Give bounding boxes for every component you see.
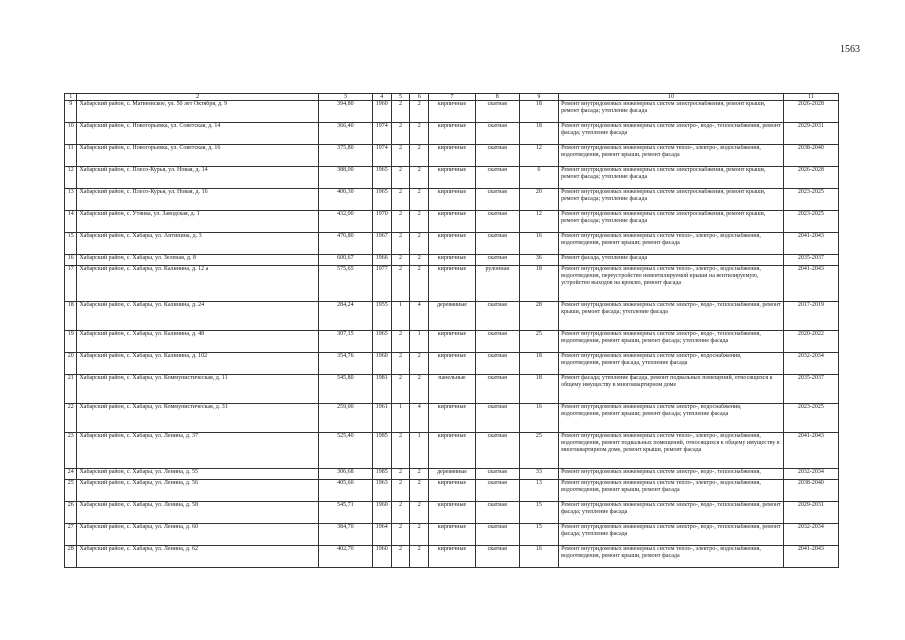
entrances-cell: 2 xyxy=(410,167,429,189)
roof-type-cell: скатная xyxy=(475,331,519,353)
row-number: 10 xyxy=(65,123,77,145)
year-cell: 1965 xyxy=(372,189,391,211)
period-cell: 2023-2025 xyxy=(783,211,838,233)
apartments-cell: 18 xyxy=(519,123,559,145)
apartments-cell: 25 xyxy=(519,331,559,353)
wall-material-cell: кирпичные xyxy=(429,233,476,255)
entrances-cell: 1 xyxy=(410,331,429,353)
row-number: 23 xyxy=(65,433,77,469)
period-cell: 2029-2031 xyxy=(783,502,838,524)
wall-material-cell: кирпичные xyxy=(429,524,476,546)
table-row xyxy=(65,167,839,189)
year-cell: 1960 xyxy=(372,546,391,568)
table-row xyxy=(65,123,839,145)
table-row xyxy=(65,331,839,353)
period-cell: 2026-2028 xyxy=(783,167,838,189)
wall-material-cell: кирпичные xyxy=(429,546,476,568)
address-cell: Хабарский район, с. Хабары, ул. Ленина, д. 60 xyxy=(77,524,318,546)
repair-works-cell: Ремонт внутридомовых инженерных систем электро-, водо-, теплоснабжения, водоотведения, ремонт крыши, ремонт фасада; утепление фасада xyxy=(559,331,784,353)
row-number: 14 xyxy=(65,211,77,233)
area-cell: 259,00 xyxy=(318,404,372,433)
table-row xyxy=(65,353,839,375)
period-cell: 2032-2034 xyxy=(783,353,838,375)
area-cell: 575,65 xyxy=(318,266,372,302)
address-cell: Хабарский район, с. Матвеевское, ул. 50 лет Октября, д. 9 xyxy=(77,101,318,123)
row-number: 22 xyxy=(65,404,77,433)
entrances-cell: 2 xyxy=(410,145,429,167)
year-cell: 1955 xyxy=(372,302,391,331)
area-cell: 525,40 xyxy=(318,433,372,469)
entrances-cell: 2 xyxy=(410,255,429,266)
row-number: 13 xyxy=(65,189,77,211)
roof-type-cell: скатная xyxy=(475,167,519,189)
floors-cell: 1 xyxy=(391,302,410,331)
floors-cell: 2 xyxy=(391,353,410,375)
col-header: 7 xyxy=(429,94,476,101)
wall-material-cell: кирпичные xyxy=(429,404,476,433)
entrances-cell: 2 xyxy=(410,353,429,375)
entrances-cell: 2 xyxy=(410,266,429,302)
period-cell: 2041-2043 xyxy=(783,266,838,302)
apartments-cell: 12 xyxy=(519,211,559,233)
period-cell: 2029-2031 xyxy=(783,123,838,145)
entrances-cell: 2 xyxy=(410,524,429,546)
year-cell: 1974 xyxy=(372,123,391,145)
table-row xyxy=(65,101,839,123)
year-cell: 1960 xyxy=(372,101,391,123)
apartments-cell: 25 xyxy=(519,433,559,469)
repair-works-cell: Ремонт внутридомовых инженерных систем электроснабжения, ремонт крыши, ремонт фасада; утепление фасада xyxy=(559,189,784,211)
period-cell: 2041-2043 xyxy=(783,546,838,568)
column-number-row xyxy=(65,94,839,101)
wall-material-cell: деревянные xyxy=(429,469,476,480)
col-header: 11 xyxy=(783,94,838,101)
area-cell: 375,80 xyxy=(318,145,372,167)
roof-type-cell: скатная xyxy=(475,524,519,546)
col-header: 1 xyxy=(65,94,77,101)
area-cell: 600,67 xyxy=(318,255,372,266)
floors-cell: 2 xyxy=(391,145,410,167)
entrances-cell: 2 xyxy=(410,233,429,255)
roof-type-cell: скатная xyxy=(475,353,519,375)
roof-type-cell: скатная xyxy=(475,502,519,524)
roof-type-cell: скатная xyxy=(475,302,519,331)
period-cell: 2038-2040 xyxy=(783,145,838,167)
wall-material-cell: кирпичные xyxy=(429,101,476,123)
repair-works-cell: Ремонт фасада; утепление фасада, ремонт подвальных помещений, относящихся к общему имуществу в многоквартирном доме xyxy=(559,375,784,404)
area-cell: 402,70 xyxy=(318,546,372,568)
repair-works-cell: Ремонт внутридомовых инженерных систем тепло-, электро-, водоснабжения, водоотведения, ремонт крыши, ремонт фасада xyxy=(559,546,784,568)
col-header: 2 xyxy=(77,94,318,101)
wall-material-cell: кирпичные xyxy=(429,266,476,302)
entrances-cell: 2 xyxy=(410,211,429,233)
period-cell: 2038-2040 xyxy=(783,480,838,502)
area-cell: 284,24 xyxy=(318,302,372,331)
year-cell: 1960 xyxy=(372,353,391,375)
col-header: 5 xyxy=(391,94,410,101)
roof-type-cell: скатная xyxy=(475,189,519,211)
area-cell: 384,70 xyxy=(318,524,372,546)
col-header: 6 xyxy=(410,94,429,101)
roof-type-cell: скатная xyxy=(475,255,519,266)
address-cell: Хабарский район, с. Новогорьевка, ул. Советская, д. 16 xyxy=(77,145,318,167)
row-number: 21 xyxy=(65,375,77,404)
address-cell: Хабарский район, с. Хабары, ул. Антипина, д. 3 xyxy=(77,233,318,255)
roof-type-cell: скатная xyxy=(475,546,519,568)
repair-works-cell: Ремонт внутридомовых инженерных систем электро-, водо-, теплоснабжения, ремонт фасада; утепление фасада xyxy=(559,123,784,145)
row-number: 12 xyxy=(65,167,77,189)
row-number: 26 xyxy=(65,502,77,524)
wall-material-cell: панельные xyxy=(429,375,476,404)
table-row xyxy=(65,404,839,433)
table-row xyxy=(65,546,839,568)
apartments-cell: 15 xyxy=(519,502,559,524)
wall-material-cell: кирпичные xyxy=(429,480,476,502)
page-number: 1563 xyxy=(840,44,860,55)
address-cell: Хабарский район, с. Плесо-Курья, ул. Новая, д. 16 xyxy=(77,189,318,211)
address-cell: Хабарский район, с. Хабары, ул. Зеленая, д. 8 xyxy=(77,255,318,266)
col-header: 3 xyxy=(318,94,372,101)
apartments-cell: 28 xyxy=(519,302,559,331)
col-header: 10 xyxy=(559,94,784,101)
repair-works-cell: Ремонт внутридомовых инженерных систем электроснабжения, ремонт крыши, ремонт фасада; утепление фасада xyxy=(559,167,784,189)
repair-works-cell: Ремонт внутридомовых инженерных систем электроснабжения, ремонт крыши, ремонт фасада; утепление фасада xyxy=(559,211,784,233)
roof-type-cell: скатная xyxy=(475,123,519,145)
row-number: 17 xyxy=(65,266,77,302)
floors-cell: 2 xyxy=(391,375,410,404)
repair-works-cell: Ремонт внутридомовых инженерных систем электро-, водо-, теплоснабжения, ремонт крыши, ремонт фасада; утепление фасада xyxy=(559,302,784,331)
table-row xyxy=(65,480,839,502)
apartments-cell: 13 xyxy=(519,480,559,502)
area-cell: 470,80 xyxy=(318,233,372,255)
table-row xyxy=(65,233,839,255)
wall-material-cell: деревянные xyxy=(429,302,476,331)
year-cell: 1977 xyxy=(372,266,391,302)
roof-type-cell: скатная xyxy=(475,375,519,404)
table-row xyxy=(65,375,839,404)
entrances-cell: 2 xyxy=(410,546,429,568)
period-cell: 2023-2025 xyxy=(783,404,838,433)
area-cell: 405,60 xyxy=(318,480,372,502)
repair-works-cell: Ремонт внутридомовых инженерных систем тепло-, электро-, водоснабжения, водоотведения, ремонт крыши, ремонт фасада xyxy=(559,145,784,167)
year-cell: 1981 xyxy=(372,375,391,404)
roof-type-cell: скатная xyxy=(475,469,519,480)
period-cell: 2032-2034 xyxy=(783,469,838,480)
floors-cell: 1 xyxy=(391,404,410,433)
repair-works-cell: Ремонт внутридомовых инженерных систем электро-, водо-, теплоснабжения, ремонт фасада; утепление фасада xyxy=(559,524,784,546)
repair-works-cell: Ремонт внутридомовых инженерных систем электро-, водо-, теплоснабжения, xyxy=(559,469,784,480)
floors-cell: 2 xyxy=(391,469,410,480)
wall-material-cell: кирпичные xyxy=(429,353,476,375)
period-cell: 2017-2019 xyxy=(783,302,838,331)
entrances-cell: 2 xyxy=(410,375,429,404)
table-row xyxy=(65,524,839,546)
row-number: 11 xyxy=(65,145,77,167)
period-cell: 2023-2025 xyxy=(783,189,838,211)
apartments-cell: 6 xyxy=(519,167,559,189)
table-row xyxy=(65,211,839,233)
roof-type-cell: скатная xyxy=(475,233,519,255)
address-cell: Хабарский район, с. Хабары, ул. Ленина, д. 58 xyxy=(77,502,318,524)
entrances-cell: 4 xyxy=(410,404,429,433)
roof-type-cell: скатная xyxy=(475,433,519,469)
wall-material-cell: кирпичные xyxy=(429,211,476,233)
wall-material-cell: кирпичные xyxy=(429,433,476,469)
area-cell: 354,76 xyxy=(318,353,372,375)
table-row xyxy=(65,302,839,331)
entrances-cell: 2 xyxy=(410,480,429,502)
year-cell: 1963 xyxy=(372,480,391,502)
floors-cell: 2 xyxy=(391,331,410,353)
repair-works-cell: Ремонт внутридомовых инженерных систем тепло-, электро-, водоснабжения, водоотведения, ремонт крыши, ремонт фасада xyxy=(559,480,784,502)
entrances-cell: 2 xyxy=(410,101,429,123)
wall-material-cell: кирпичные xyxy=(429,123,476,145)
row-number: 9 xyxy=(65,101,77,123)
repair-works-cell: Ремонт внутридомовых инженерных систем тепло-, электро-, водоснабжения, водоотведения, переустройство невентилируемой крыши на вентилируемую, устройство выходов на кровлю, ремонт фасада xyxy=(559,266,784,302)
wall-material-cell: кирпичные xyxy=(429,502,476,524)
apartments-cell: 18 xyxy=(519,101,559,123)
table-row xyxy=(65,145,839,167)
period-cell: 2041-2043 xyxy=(783,233,838,255)
floors-cell: 2 xyxy=(391,266,410,302)
apartments-cell: 18 xyxy=(519,353,559,375)
apartments-cell: 16 xyxy=(519,233,559,255)
table-row xyxy=(65,266,839,302)
housing-repair-table xyxy=(64,93,839,568)
row-number: 25 xyxy=(65,480,77,502)
row-number: 19 xyxy=(65,331,77,353)
table-row xyxy=(65,433,839,469)
area-cell: 306,68 xyxy=(318,469,372,480)
floors-cell: 2 xyxy=(391,211,410,233)
period-cell: 2020-2022 xyxy=(783,331,838,353)
entrances-cell: 2 xyxy=(410,189,429,211)
area-cell: 366,40 xyxy=(318,123,372,145)
year-cell: 1985 xyxy=(372,433,391,469)
row-number: 20 xyxy=(65,353,77,375)
table-row xyxy=(65,502,839,524)
year-cell: 1974 xyxy=(372,145,391,167)
area-cell: 394,80 xyxy=(318,101,372,123)
roof-type-cell: скатная xyxy=(475,101,519,123)
row-number: 28 xyxy=(65,546,77,568)
wall-material-cell: кирпичные xyxy=(429,255,476,266)
row-number: 24 xyxy=(65,469,77,480)
period-cell: 2026-2028 xyxy=(783,101,838,123)
col-header: 4 xyxy=(372,94,391,101)
apartments-cell: 36 xyxy=(519,255,559,266)
table-row xyxy=(65,469,839,480)
address-cell: Хабарский район, с. Хабары, ул. Калинина, д. 24 xyxy=(77,302,318,331)
address-cell: Хабарский район, с. Плесо-Курья, ул. Новая, д. 14 xyxy=(77,167,318,189)
wall-material-cell: кирпичные xyxy=(429,331,476,353)
table-row xyxy=(65,189,839,211)
period-cell: 2035-2037 xyxy=(783,255,838,266)
period-cell: 2032-2034 xyxy=(783,524,838,546)
area-cell: 400,30 xyxy=(318,189,372,211)
apartments-cell: 20 xyxy=(519,189,559,211)
repair-works-cell: Ремонт внутридомовых инженерных систем электро-, водоснабжения, водоотведения, ремонт крыши; ремонт фасада; утепление фасада xyxy=(559,404,784,433)
apartments-cell: 16 xyxy=(519,404,559,433)
year-cell: 1985 xyxy=(372,469,391,480)
table-row xyxy=(65,255,839,266)
year-cell: 1961 xyxy=(372,404,391,433)
roof-type-cell: скатная xyxy=(475,404,519,433)
entrances-cell: 2 xyxy=(410,502,429,524)
apartments-cell: 18 xyxy=(519,266,559,302)
area-cell: 307,15 xyxy=(318,331,372,353)
year-cell: 1964 xyxy=(372,524,391,546)
row-number: 18 xyxy=(65,302,77,331)
wall-material-cell: кирпичные xyxy=(429,189,476,211)
area-cell: 545,71 xyxy=(318,502,372,524)
repair-works-cell: Ремонт внутридомовых инженерных систем тепло-, электро-, водоснабжения, водоотведения, ремонт подвальных помещений, относящихся к общему имуществу в многоквартирном доме, ремонт крыши, ремонт фасада xyxy=(559,433,784,469)
floors-cell: 2 xyxy=(391,524,410,546)
address-cell: Хабарский район, с. Хабары, ул. Ленина, д. 55 xyxy=(77,469,318,480)
roof-type-cell: скатная xyxy=(475,211,519,233)
apartments-cell: 33 xyxy=(519,469,559,480)
entrances-cell: 4 xyxy=(410,302,429,331)
repair-works-cell: Ремонт фасада, утепление фасада xyxy=(559,255,784,266)
floors-cell: 2 xyxy=(391,480,410,502)
year-cell: 1965 xyxy=(372,331,391,353)
floors-cell: 2 xyxy=(391,189,410,211)
floors-cell: 2 xyxy=(391,255,410,266)
row-number: 16 xyxy=(65,255,77,266)
address-cell: Хабарский район, с. Утянка, ул. Заводская, д. 1 xyxy=(77,211,318,233)
wall-material-cell: кирпичные xyxy=(429,167,476,189)
entrances-cell: 1 xyxy=(410,433,429,469)
address-cell: Хабарский район, с. Хабары, ул. Коммунистическая, д. 31 xyxy=(77,404,318,433)
period-cell: 2035-2037 xyxy=(783,375,838,404)
apartments-cell: 18 xyxy=(519,375,559,404)
address-cell: Хабарский район, с. Хабары, ул. Калинина, д. 102 xyxy=(77,353,318,375)
roof-type-cell: рулонная xyxy=(475,266,519,302)
address-cell: Хабарский район, с. Хабары, ул. Ленина, д. 62 xyxy=(77,546,318,568)
row-number: 15 xyxy=(65,233,77,255)
roof-type-cell: скатная xyxy=(475,480,519,502)
col-header: 8 xyxy=(475,94,519,101)
floors-cell: 2 xyxy=(391,502,410,524)
col-header: 9 xyxy=(519,94,559,101)
repair-works-cell: Ремонт внутридомовых инженерных систем тепло-, электро-, водоснабжения, водоотведения, ремонт крыши; ремонт фасада xyxy=(559,233,784,255)
area-cell: 545,80 xyxy=(318,375,372,404)
year-cell: 1970 xyxy=(372,211,391,233)
floors-cell: 2 xyxy=(391,123,410,145)
apartments-cell: 15 xyxy=(519,524,559,546)
roof-type-cell: скатная xyxy=(475,145,519,167)
area-cell: 388,00 xyxy=(318,167,372,189)
floors-cell: 2 xyxy=(391,433,410,469)
address-cell: Хабарский район, с. Хабары, ул. Калинина, д. 48 xyxy=(77,331,318,353)
area-cell: 432,00 xyxy=(318,211,372,233)
apartments-cell: 12 xyxy=(519,145,559,167)
floors-cell: 2 xyxy=(391,546,410,568)
address-cell: Хабарский район, с. Хабары, ул. Калинина, д. 12 а xyxy=(77,266,318,302)
address-cell: Хабарский район, с. Новогорьевка, ул. Советская, д. 14 xyxy=(77,123,318,145)
wall-material-cell: кирпичные xyxy=(429,145,476,167)
entrances-cell: 2 xyxy=(410,123,429,145)
apartments-cell: 16 xyxy=(519,546,559,568)
entrances-cell: 2 xyxy=(410,469,429,480)
address-cell: Хабарский район, с. Хабары, ул. Ленина, д. 56 xyxy=(77,480,318,502)
repair-works-cell: Ремонт внутридомовых инженерных систем электроснабжения, ремонт крыши, ремонт фасада; утепление фасада xyxy=(559,101,784,123)
floors-cell: 2 xyxy=(391,233,410,255)
repair-works-cell: Ремонт внутридомовых инженерных систем электро-, водо-, теплоснабжения, ремонт фасада; утепление фасада xyxy=(559,502,784,524)
year-cell: 1966 xyxy=(372,255,391,266)
repair-works-cell: Ремонт внутридомовых инженерных систем электро-, водоснабжения, водоотведения, ремонт фасада, утепление фасада xyxy=(559,353,784,375)
period-cell: 2041-2043 xyxy=(783,433,838,469)
row-number: 27 xyxy=(65,524,77,546)
floors-cell: 2 xyxy=(391,101,410,123)
year-cell: 1965 xyxy=(372,167,391,189)
year-cell: 1967 xyxy=(372,233,391,255)
address-cell: Хабарский район, с. Хабары, ул. Коммунистическая, д. 11 xyxy=(77,375,318,404)
address-cell: Хабарский район, с. Хабары, ул. Ленина, д. 37 xyxy=(77,433,318,469)
floors-cell: 2 xyxy=(391,167,410,189)
year-cell: 1960 xyxy=(372,502,391,524)
